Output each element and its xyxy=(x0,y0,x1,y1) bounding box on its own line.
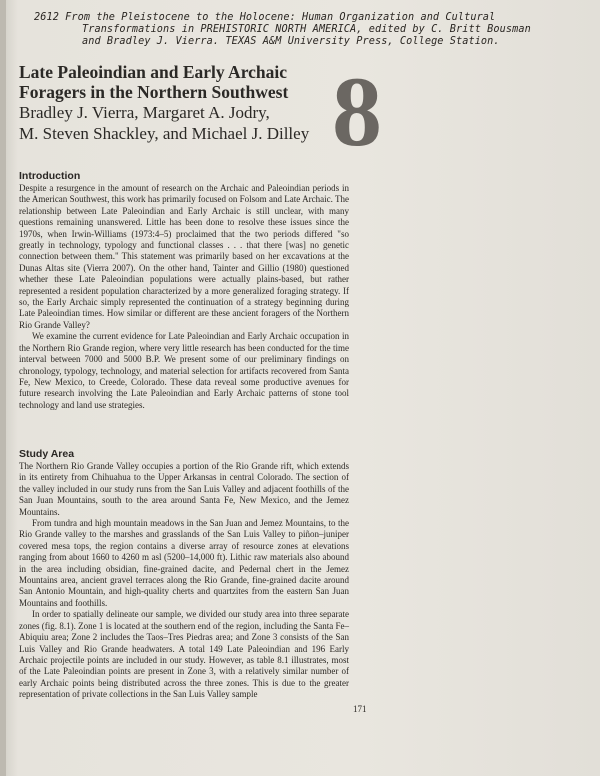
introduction-body xyxy=(19,183,349,411)
authors-line-1: Bradley J. Vierra, Margaret A. Jodry, xyxy=(19,103,270,122)
chapter-number: 8 xyxy=(332,56,382,167)
handwritten-note-line-1: 2612 From the Pleistocene to the Holocene: Human Organization and Cultural xyxy=(34,12,496,23)
study-area-paragraph-3: In order to spatially delineate our sample, we divided our study area into three separate zones (fig. 8.1). Zone 1 is located at the southern end of the region, including the Santa Fe–Abiquiu area; Zone 2 includes the Taos–Tres Piedras area; and Zone 3 consists of the San Luis Valley and Rio Grande headwaters. A total 149 Late Paleoindian and 196 Early Archaic projectile points are included in our study. However, as table 8.1 illustrates, most of the Late Paleoindian points are present in Zone 3, with a relatively similar number of early Archaic points being distributed across the three zones. This is due to the greater representation of private collections in the San Luis Valley sample xyxy=(19,609,349,700)
study-area-body xyxy=(19,461,349,701)
study-area-paragraph-1: The Northern Rio Grande Valley occupies a portion of the Rio Grande rift, which extends in its entirety from Chihuahua to the Upper Arkansas in central Colorado. The section of the valley included in our study runs from the San Luis Valley and adjacent foothills of the San Juan Mountains, south to the area around Santa Fe, New Mexico, and the Jemez Mountains. xyxy=(19,461,349,517)
chapter-title-line-2: Foragers in the Northern Southwest xyxy=(19,82,289,102)
chapter-title-line-1: Late Paleoindian and Early Archaic xyxy=(19,62,288,82)
chapter-header xyxy=(19,62,359,144)
handwritten-note-line-3: and Bradley J. Vierra. TEXAS A&M University Press, College Station. xyxy=(82,36,500,47)
page-binding-shadow xyxy=(0,0,6,776)
introduction-heading: Introduction xyxy=(19,170,81,182)
handwritten-note-line-2: Transformations in PREHISTORIC NORTH AMERICA, edited by C. Britt Bousman xyxy=(82,24,531,35)
study-area-paragraph-2: From tundra and high mountain meadows in the San Juan and Jemez Mountains, to the Rio Grande valley to the marshes and grasslands of the San Luis Valley to piñon–juniper covered mesa tops, the region contains a diverse array of resource zones at elevations ranging from about 1660 to 4260 m asl (5200–14,000 ft). Lithic raw materials also abound in the area including obsidian, fine-grained dacite, and Pedernal chert in the Jemez Mountains area, ancient gravel terraces along the Rio Grande, fine-grained dacite around San Antonio Mountain, and high-quality cherts and quartzites from the eastern San Juan Mountains and foothills. xyxy=(19,518,349,608)
page-number: 171 xyxy=(353,704,367,714)
introduction-paragraph-1: Despite a resurgence in the amount of research on the Archaic and Paleoindian periods in the American Southwest, this work has primarily focused on Folsom and Late Archaic. The relationship between Late Paleoindian and Early Archaic is still unclear, with many questions remaining unanswered. Little has been done to resolve these issues since the 1970s, when Irwin-Williams (1973:4–5) proclaimed that the two periods differed "so greatly in technology, typology and functional classes . . . that there [was] no genetic connection between them." This statement was primarily based on her excavations at the Dunas Altas site (Vierra 2007). On the other hand, Tainter and Gillio (1980) questioned whether these Late Paleoindian populations were actually plains-based, but rather represented a resident population characterized by a more generalized foraging strategy. If so, the Early Archaic simply represented the continuation of a strategy beginning during Late Paleoindian times. How similar or different are these ancient foragers of the Northern Rio Grande Valley? xyxy=(19,183,349,330)
authors-line-2: M. Steven Shackley, and Michael J. Dilley xyxy=(19,124,310,143)
study-area-heading: Study Area xyxy=(19,448,75,460)
introduction-paragraph-2: We examine the current evidence for Late Paleoindian and Early Archaic occupation in the Northern Rio Grande region, where very little research has been conducted for the time interval between 7000 and 5000 B.P. We present some of our preliminary findings on chronology, typology, technology, and material selection for artifacts recovered from Santa Fe, New Mexico, to Creede, Colorado. These data reveal some productive avenues for future research involving the Late Paleoindian and Early Archaic patterns of stone tool technology and land use strategies. xyxy=(19,331,349,410)
